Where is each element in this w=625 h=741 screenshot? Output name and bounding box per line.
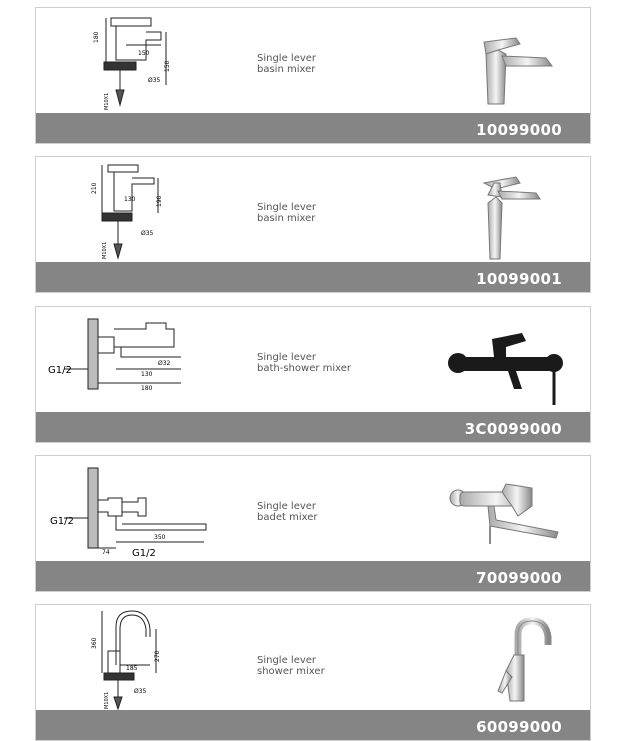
faucet-photo: [436, 611, 566, 711]
product-card: [35, 604, 591, 741]
svg-text:74: 74: [102, 549, 110, 556]
description-line: Single lever: [257, 53, 317, 64]
svg-text:270: 270: [154, 650, 161, 662]
product-code: 10099001: [476, 270, 562, 288]
product-description: [257, 53, 316, 75]
product-card: [35, 455, 591, 592]
code-bar: [36, 262, 590, 292]
description-line: Single lever: [257, 352, 317, 363]
description-line: basin mixer: [257, 64, 316, 75]
svg-text:180: 180: [141, 385, 153, 392]
svg-text:G1/2: G1/2: [50, 516, 74, 527]
svg-text:G1/2: G1/2: [132, 548, 156, 559]
description-line: basin mixer: [257, 213, 316, 224]
product-description: [257, 352, 351, 374]
description-line: Single lever: [257, 655, 317, 666]
product-card: [35, 306, 591, 443]
code-bar: [36, 412, 590, 442]
product-description: [257, 501, 317, 523]
svg-text:130: 130: [141, 371, 153, 378]
svg-text:G1/2: G1/2: [48, 365, 72, 376]
technical-drawing: [66, 159, 181, 262]
svg-text:150: 150: [164, 60, 171, 72]
description-line: shower mixer: [257, 666, 325, 677]
product-description: [257, 202, 316, 224]
product-code: 3C0099000: [464, 420, 562, 438]
description-line: Single lever: [257, 202, 317, 213]
product-card: [35, 156, 591, 293]
technical-drawing: [66, 10, 181, 113]
svg-text:190: 190: [156, 195, 163, 207]
svg-text:Ø35: Ø35: [134, 688, 147, 695]
svg-text:130: 130: [124, 196, 136, 203]
description-line: bath-shower mixer: [257, 363, 352, 374]
svg-text:185: 185: [126, 665, 138, 672]
faucet-photo: [436, 313, 566, 413]
product-description: [257, 655, 325, 677]
svg-text:M10X1: M10X1: [102, 241, 108, 259]
svg-text:150: 150: [138, 50, 150, 57]
svg-text:M10X1: M10X1: [104, 92, 110, 110]
product-code: 10099000: [476, 121, 562, 139]
code-bar: [36, 113, 590, 143]
svg-text:Ø35: Ø35: [141, 230, 154, 237]
svg-text:M10X1: M10X1: [104, 691, 110, 709]
svg-text:180: 180: [93, 31, 100, 43]
code-bar: [36, 710, 590, 740]
technical-drawing: [66, 607, 181, 710]
svg-text:350: 350: [154, 534, 166, 541]
svg-text:360: 360: [91, 637, 98, 649]
faucet-photo: [436, 163, 566, 263]
technical-drawing: [46, 309, 181, 412]
svg-text:Ø35: Ø35: [148, 77, 161, 84]
svg-text:210: 210: [91, 182, 98, 194]
technical-drawing: [46, 458, 221, 561]
code-bar: [36, 561, 590, 591]
product-code: 70099000: [476, 569, 562, 587]
svg-text:Ø32: Ø32: [158, 360, 171, 367]
product-card: [35, 7, 591, 144]
description-line: badet mixer: [257, 512, 318, 523]
faucet-photo: [436, 462, 566, 562]
faucet-photo: [436, 14, 566, 114]
product-code: 60099000: [476, 718, 562, 736]
description-line: Single lever: [257, 501, 317, 512]
